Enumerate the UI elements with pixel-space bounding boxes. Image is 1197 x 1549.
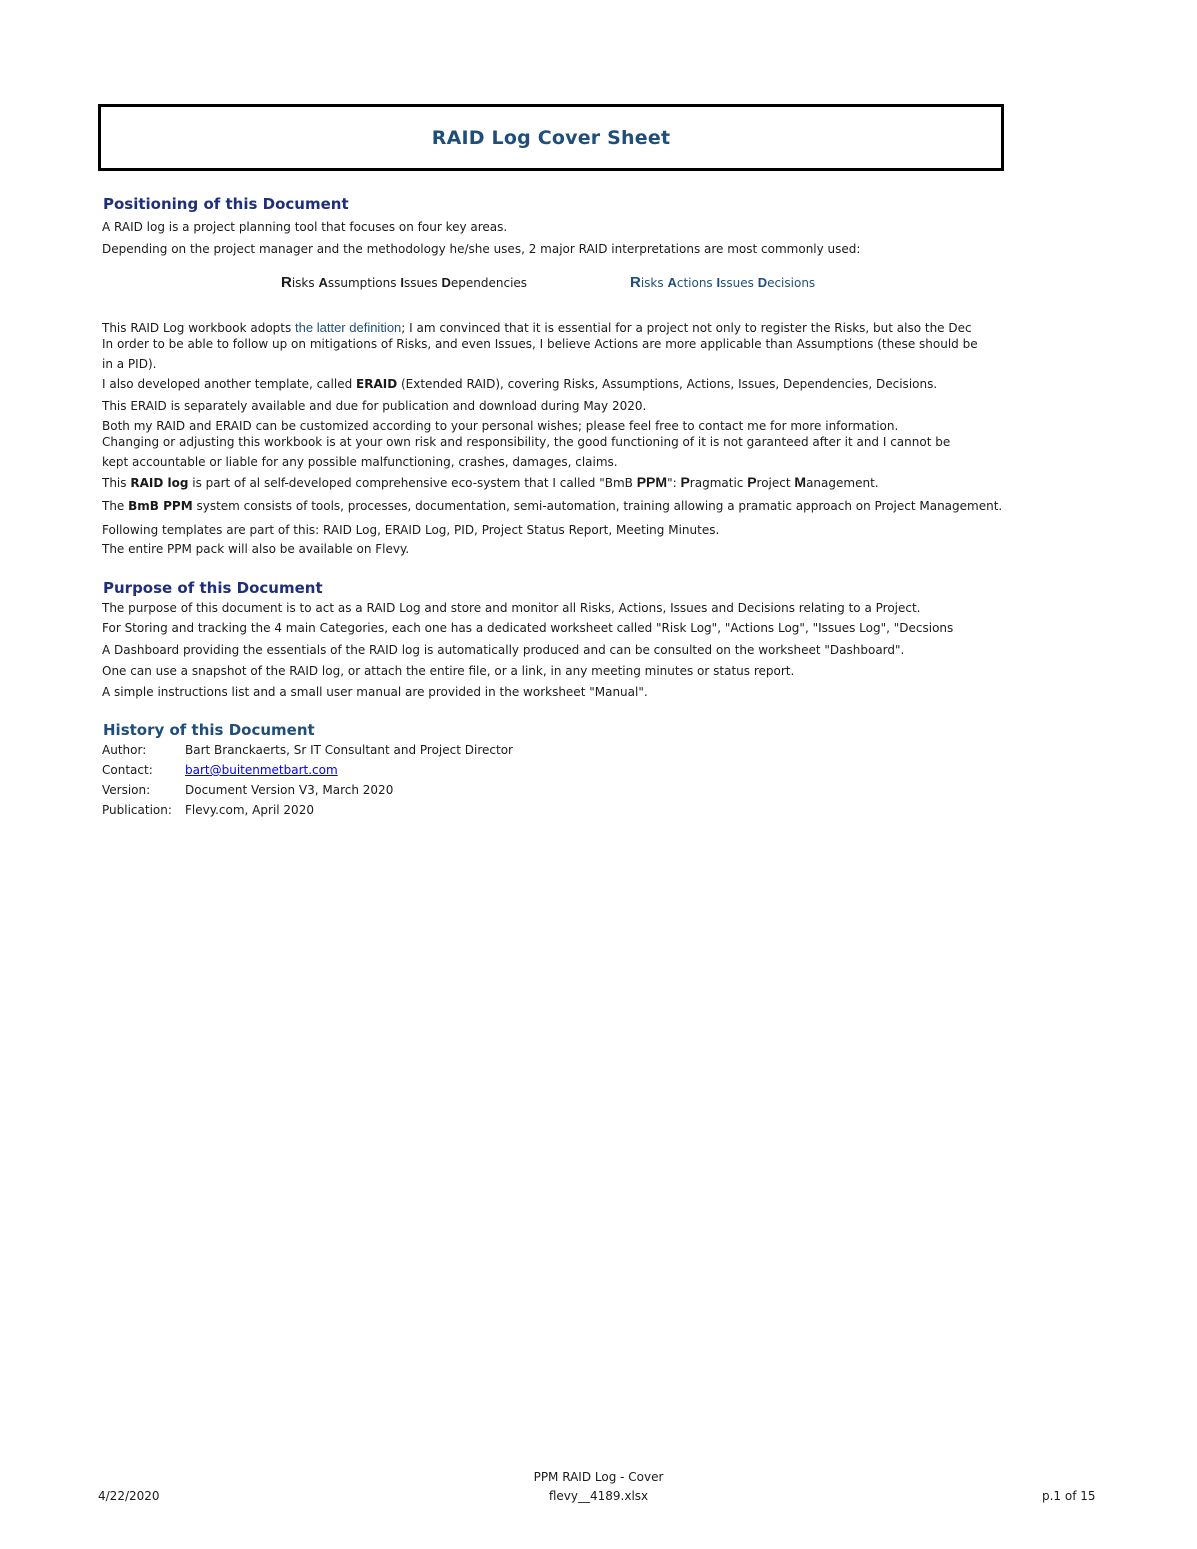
title-box: [98, 104, 1004, 171]
history-heading: History of this Document: [103, 721, 315, 739]
positioning-paragraph-11: Following templates are part of this: RAID Log, ERAID Log, PID, Project Status Report, Meeting Minutes.: [102, 523, 720, 537]
footer-file-name: flevy__4189.xlsx: [548, 1489, 649, 1503]
contact-label: Contact:: [102, 763, 153, 777]
publication-value: Flevy.com, April 2020: [185, 803, 314, 817]
positioning-paragraph-5: This ERAID is separately available and due for publication and download during May 2020.: [102, 399, 647, 413]
publication-label: Publication:: [102, 803, 172, 817]
purpose-line-2: For Storing and tracking the 4 main Categories, each one has a dedicated worksheet called "Risk Log", "Actions Log", "Issues Log", "Decsions: [102, 621, 954, 635]
positioning-paragraph-2: In order to be able to follow up on mitigations of Risks, and even Issues, I believe Actions are more applicable than Assumptions (these should be: [102, 337, 978, 351]
positioning-line-2: Depending on the project manager and the methodology he/she uses, 2 major RAID interpretations are most commonly used:: [102, 242, 861, 256]
positioning-paragraph-6: Both my RAID and ERAID can be customized according to your personal wishes; please feel free to contact me for more information.: [102, 419, 899, 433]
author-label: Author:: [102, 743, 147, 757]
positioning-paragraph-12: The entire PPM pack will also be available on Flevy.: [102, 542, 410, 556]
page-title: RAID Log Cover Sheet: [431, 126, 671, 149]
footer-sheet-name: PPM RAID Log - Cover: [533, 1470, 664, 1484]
positioning-paragraph-8: kept accountable or liable for any possible malfunctioning, crashes, damages, claims.: [102, 455, 618, 469]
footer-page-number: p.1 of 15: [1042, 1489, 1096, 1503]
purpose-heading: Purpose of this Document: [103, 579, 323, 597]
contact-email-link[interactable]: bart@buitenmetbart.com: [185, 763, 338, 777]
raid-interpretation-2: Risks Actions Issues Decisions: [630, 274, 816, 291]
positioning-paragraph-4: I also developed another template, called ERAID (Extended RAID), covering Risks, Assumptions, Actions, Issues, Dependencies, Decisions.: [102, 377, 938, 391]
version-label: Version:: [102, 783, 151, 797]
version-value: Document Version V3, March 2020: [185, 783, 394, 797]
footer-date: 4/22/2020: [98, 1489, 160, 1503]
positioning-heading: Positioning of this Document: [103, 195, 349, 213]
purpose-line-1: The purpose of this document is to act as a RAID Log and store and monitor all Risks, Actions, Issues and Decisions relating to a Project.: [102, 601, 921, 615]
raid-interpretation-1: Risks Assumptions Issues Dependencies: [281, 274, 528, 291]
positioning-paragraph-9: This RAID log is part of al self-developed comprehensive eco-system that I called "BmB PPM": Pragmatic Project Management.: [102, 474, 879, 490]
positioning-paragraph-7: Changing or adjusting this workbook is at your own risk and responsibility, the good functioning of it is not garanteed after it and I cannot be: [102, 435, 951, 449]
positioning-paragraph-3: in a PID).: [102, 357, 157, 371]
author-value: Bart Branckaerts, Sr IT Consultant and Project Director: [185, 743, 513, 757]
positioning-paragraph-10: The BmB PPM system consists of tools, processes, documentation, semi-automation, training allowing a pramatic approach on Project Management.: [102, 499, 1003, 513]
purpose-line-3: A Dashboard providing the essentials of the RAID log is automatically produced and can be consulted on the worksheet "Dashboard".: [102, 643, 905, 657]
purpose-line-5: A simple instructions list and a small user manual are provided in the worksheet "Manual".: [102, 685, 648, 699]
purpose-line-4: One can use a snapshot of the RAID log, or attach the entire file, or a link, in any meeting minutes or status report.: [102, 664, 795, 678]
positioning-line-1: A RAID log is a project planning tool that focuses on four key areas.: [102, 220, 508, 234]
positioning-paragraph-1: This RAID Log workbook adopts the latter definition; I am convinced that it is essential for a project not only to register the Risks, but also the Dec: [102, 320, 972, 335]
